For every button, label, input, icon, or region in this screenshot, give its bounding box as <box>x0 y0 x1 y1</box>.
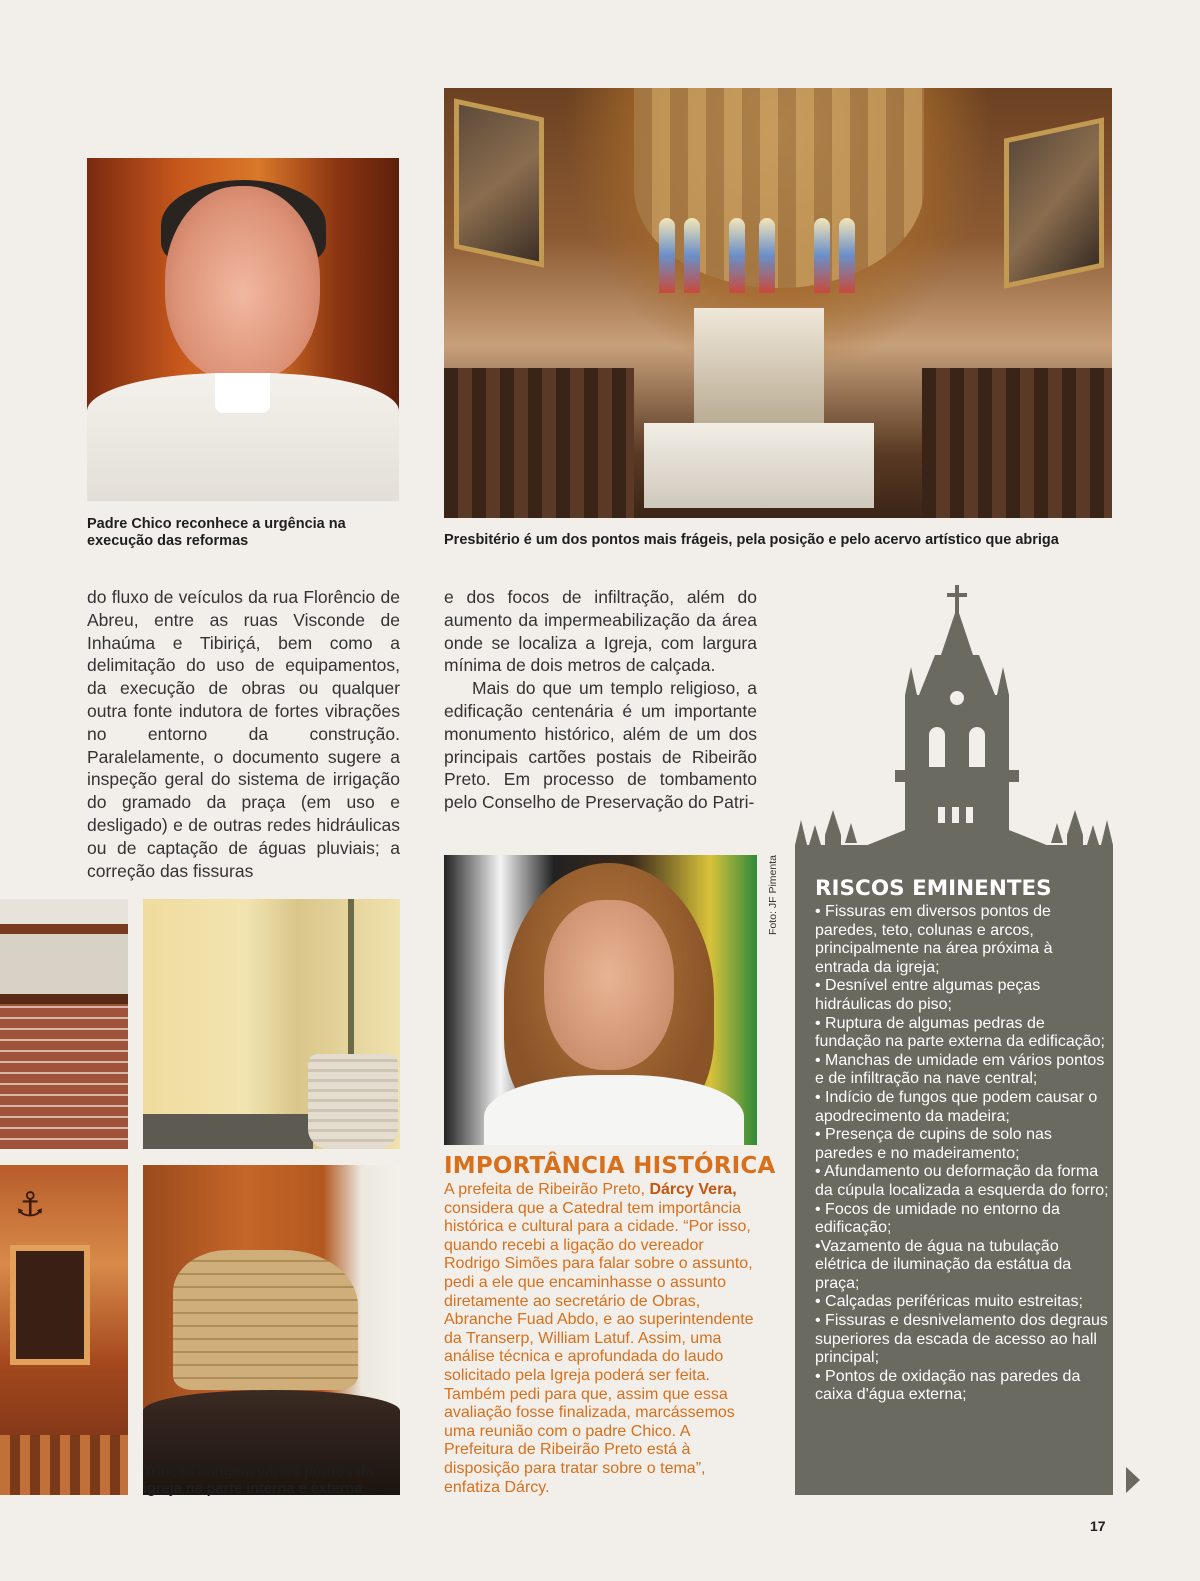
photo-trinca-coluna <box>143 1165 400 1495</box>
riscos-list <box>815 903 1110 1405</box>
riscos-item: • Desnível entre algumas peças hidráulicas do piso; <box>815 977 1041 1013</box>
photo-padre-chico <box>87 158 399 501</box>
arrow-right-icon[interactable] <box>1126 1467 1140 1493</box>
caption-padre: Padre Chico reconhece a urgência na execução das reformas <box>87 516 346 549</box>
photo-trinca-ornamento <box>0 1165 128 1495</box>
riscos-item: • Ruptura de algumas pedras de fundação na parte externa da edificação; <box>815 1014 1105 1051</box>
article-column-2 <box>444 586 757 814</box>
riscos-item: • Pontos de oxidação nas paredes da caixa d'água externa; <box>815 1367 1081 1404</box>
riscos-item: • Indício de fungos que podem causar o apodrecimento da madeira; <box>815 1088 1098 1125</box>
importancia-text: considera que a Catedral tem importância histórica e cultural para a cidade. “Por isso, quando recebi a ligação do vereador Rodrigo Simões para falar sobre o assunto, pedi a ele que encaminhasse o assunto diretamente ao secretário de Obras, Abranche Fuad Abdo, e ao superintendente da Transerp, William Latuf. Assim, uma análise técnica e aprofundada do laudo solicitado pela Igreja poderá ser feita. Também pedi para que, assim que essa avaliação fosse finalizada, marcássemos uma reunião com o padre Chico. A Prefeitura de Ribeirão Preto está à disposição para tratar sobre o tema”, enfatiza Dárcy. <box>444 1199 754 1496</box>
caption-trincas: Trincas atingem vários pontos da igreja na parte interna e externa <box>143 1464 374 1497</box>
photo-presbiterio <box>444 88 1112 518</box>
importancia-lead: A prefeita de Ribeirão Preto, <box>444 1181 650 1198</box>
riscos-item: • Fissuras em diversos pontos de paredes, teto, colunas e arcos, principalmente na área próxima à entrada da igreja; <box>815 903 1053 976</box>
riscos-title: RISCOS EMINENTES <box>815 876 1052 901</box>
article-paragraph: do fluxo de veículos da rua Florêncio de Abreu, entre as ruas Visconde de Inhaúma e Tibiriçá, bem como a delimitação do uso de equipamentos, da execução de obras ou qualquer outra fonte indutora de fortes vibrações no entorno da construção. Paralelamente, o documento sugere a inspeção geral do sistema de irrigação do gramado da praça (em uso e desligado) e de outras redes hidráulicas ou de captação de águas pluviais; a correção das fissuras <box>87 587 400 881</box>
riscos-item: • Manchas de umidade em vários pontos e de infiltração na nave central; <box>815 1051 1105 1088</box>
article-column-1 <box>87 586 400 882</box>
anchor-icon: ⚓ <box>14 1185 46 1225</box>
caption-presbiterio: Presbitério é um dos pontos mais frágeis, pela posição e pelo acervo artístico que abriga <box>444 532 1059 548</box>
article-paragraph: e dos focos de infiltração, além do aumento da impermeabilização da área onde se localiza a Igreja, com largura mínima de dois metros de calçada. <box>444 587 757 676</box>
importancia-title: IMPORTÂNCIA HISTÓRICA <box>444 1153 776 1179</box>
riscos-item: • Afundamento ou deformação da forma da cúpula localizada a esquerda do forro; <box>815 1163 1109 1199</box>
riscos-item: • Focos de umidade no entorno da edificação; <box>815 1200 1060 1237</box>
riscos-item: • Fissuras e desnivelamento dos degraus superiores da escada de acesso ao hall principal; <box>815 1312 1108 1367</box>
riscos-item: • Presença de cupins de solo nas paredes e no madeiramento; <box>815 1126 1052 1162</box>
photo-credit: Foto: JF Pimenta <box>767 855 779 935</box>
photo-trinca-parede <box>143 899 400 1149</box>
article-paragraph: Mais do que um templo religioso, a edificação centenária é um importante monumento histórico, além de um dos principais cartões postais de Ribeirão Preto. Em processo de tombamento pelo Conselho de Preservação do Patri- <box>444 678 757 813</box>
riscos-item: •Vazamento de água na tubulação elétrica de iluminação da estátua da praça; <box>815 1237 1072 1292</box>
page-number: 17 <box>1090 1518 1106 1534</box>
importancia-name: Dárcy Vera, <box>649 1181 737 1198</box>
photo-darcy-vera <box>444 855 757 1145</box>
photo-trinca-fachada <box>0 899 128 1149</box>
importancia-body <box>444 1181 759 1497</box>
riscos-item: • Calçadas periféricas muito estreitas; <box>815 1293 1083 1311</box>
